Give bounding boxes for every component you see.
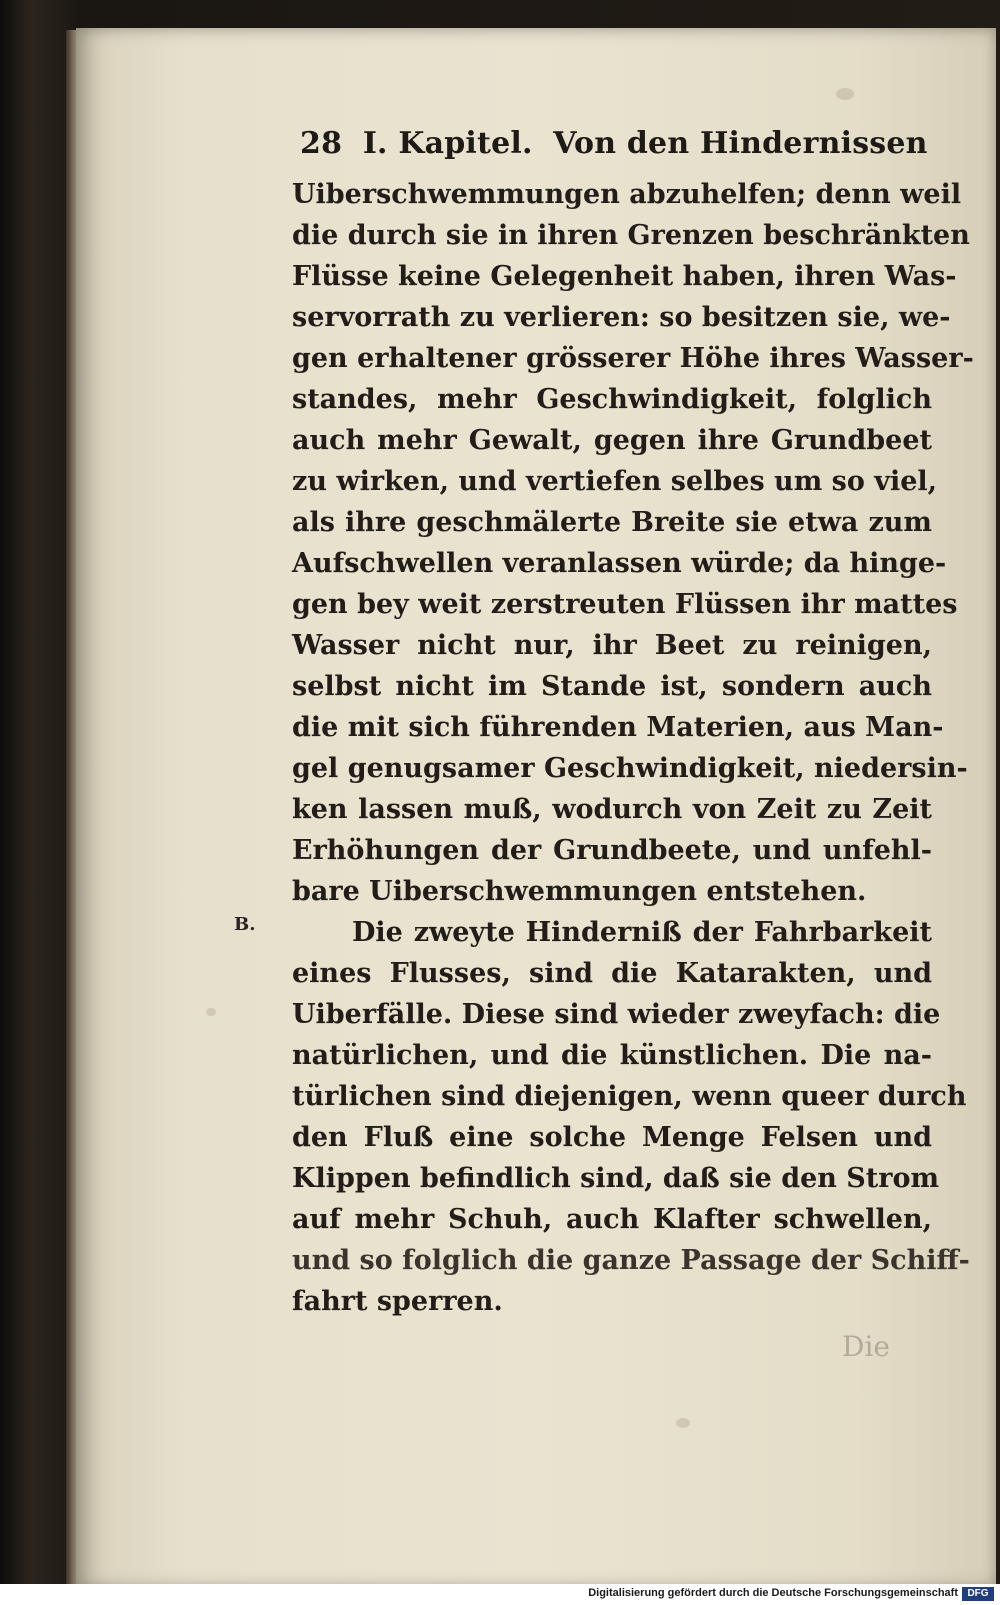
text-line: servorrath zu verlieren: so besitzen sie, we- <box>292 302 951 333</box>
text-line: Uiberschwemmungen abzuhelfen; denn weil <box>292 179 962 210</box>
page-number: 28 <box>300 126 343 161</box>
footer-credit: Digitalisierung gefördert durch die Deutsche Forschungsgemeinschaft <box>588 1587 958 1599</box>
marginal-letter: B. <box>234 914 256 935</box>
text-line: eines Flusses, sind die Katarakten, und <box>292 958 932 989</box>
text-line: gen erhaltener grösserer Höhe ihres Wasser- <box>292 343 974 374</box>
text-line: den Fluß eine solche Menge Felsen und <box>292 1122 932 1153</box>
text-line: natürlichen, und die künstlichen. Die na- <box>292 1040 932 1071</box>
footer-bar <box>0 1584 1000 1605</box>
text-line: bare Uiberschwemmungen entstehen. <box>292 876 867 907</box>
text-line: Flüsse keine Gelegenheit haben, ihren Was- <box>292 261 957 292</box>
chapter-label: I. Kapitel. <box>362 126 533 161</box>
text-line: die durch sie in ihren Grenzen beschränkten <box>292 220 970 251</box>
text-line: fahrt sperren. <box>292 1286 503 1317</box>
text-line: auf mehr Schuh, auch Klafter schwellen, <box>292 1204 932 1235</box>
text-line: gel genugsamer Geschwindigkeit, niedersin- <box>292 753 968 784</box>
text-line: die mit sich führenden Materien, aus Man- <box>292 712 944 743</box>
text-line: Klippen befindlich sind, daß sie den Strom <box>292 1163 940 1194</box>
text-line: als ihre geschmälerte Breite sie etwa zum <box>292 507 932 538</box>
body-text <box>292 174 974 1322</box>
chapter-title: Von den Hindernissen <box>553 126 928 161</box>
text-line: standes, mehr Geschwindigkeit, folglich <box>292 384 932 415</box>
text-line: Aufschwellen veranlassen würde; da hinge- <box>292 548 947 579</box>
catchword: Die <box>842 1330 890 1363</box>
text-line: Erhöhungen der Grundbeete, und unfehl- <box>292 835 932 866</box>
paragraph-start-line: Die zweyte Hinderniß der Fahrbarkeit <box>352 917 932 948</box>
text-line: und so folglich die ganze Passage der Schiff- <box>292 1245 970 1276</box>
running-head <box>300 126 928 161</box>
paper-stain <box>836 88 854 100</box>
paper-stain <box>676 1418 690 1428</box>
text-line: Uiberfälle. Diese sind wieder zweyfach: die <box>292 999 941 1030</box>
dfg-logo-icon: DFG <box>962 1587 994 1601</box>
text-line: Wasser nicht nur, ihr Beet zu reinigen, <box>292 630 932 661</box>
text-line: ken lassen muß, wodurch von Zeit zu Zeit <box>292 794 932 825</box>
text-line: auch mehr Gewalt, gegen ihre Grundbeet <box>292 425 932 456</box>
paper-stain <box>206 1008 216 1016</box>
text-line: gen bey weit zerstreuten Flüssen ihr mattes <box>292 589 958 620</box>
text-line: selbst nicht im Stande ist, sondern auch <box>292 671 932 702</box>
text-line: zu wirken, und vertiefen selbes um so viel, <box>292 466 938 497</box>
text-line: türlichen sind diejenigen, wenn queer durch <box>292 1081 967 1112</box>
